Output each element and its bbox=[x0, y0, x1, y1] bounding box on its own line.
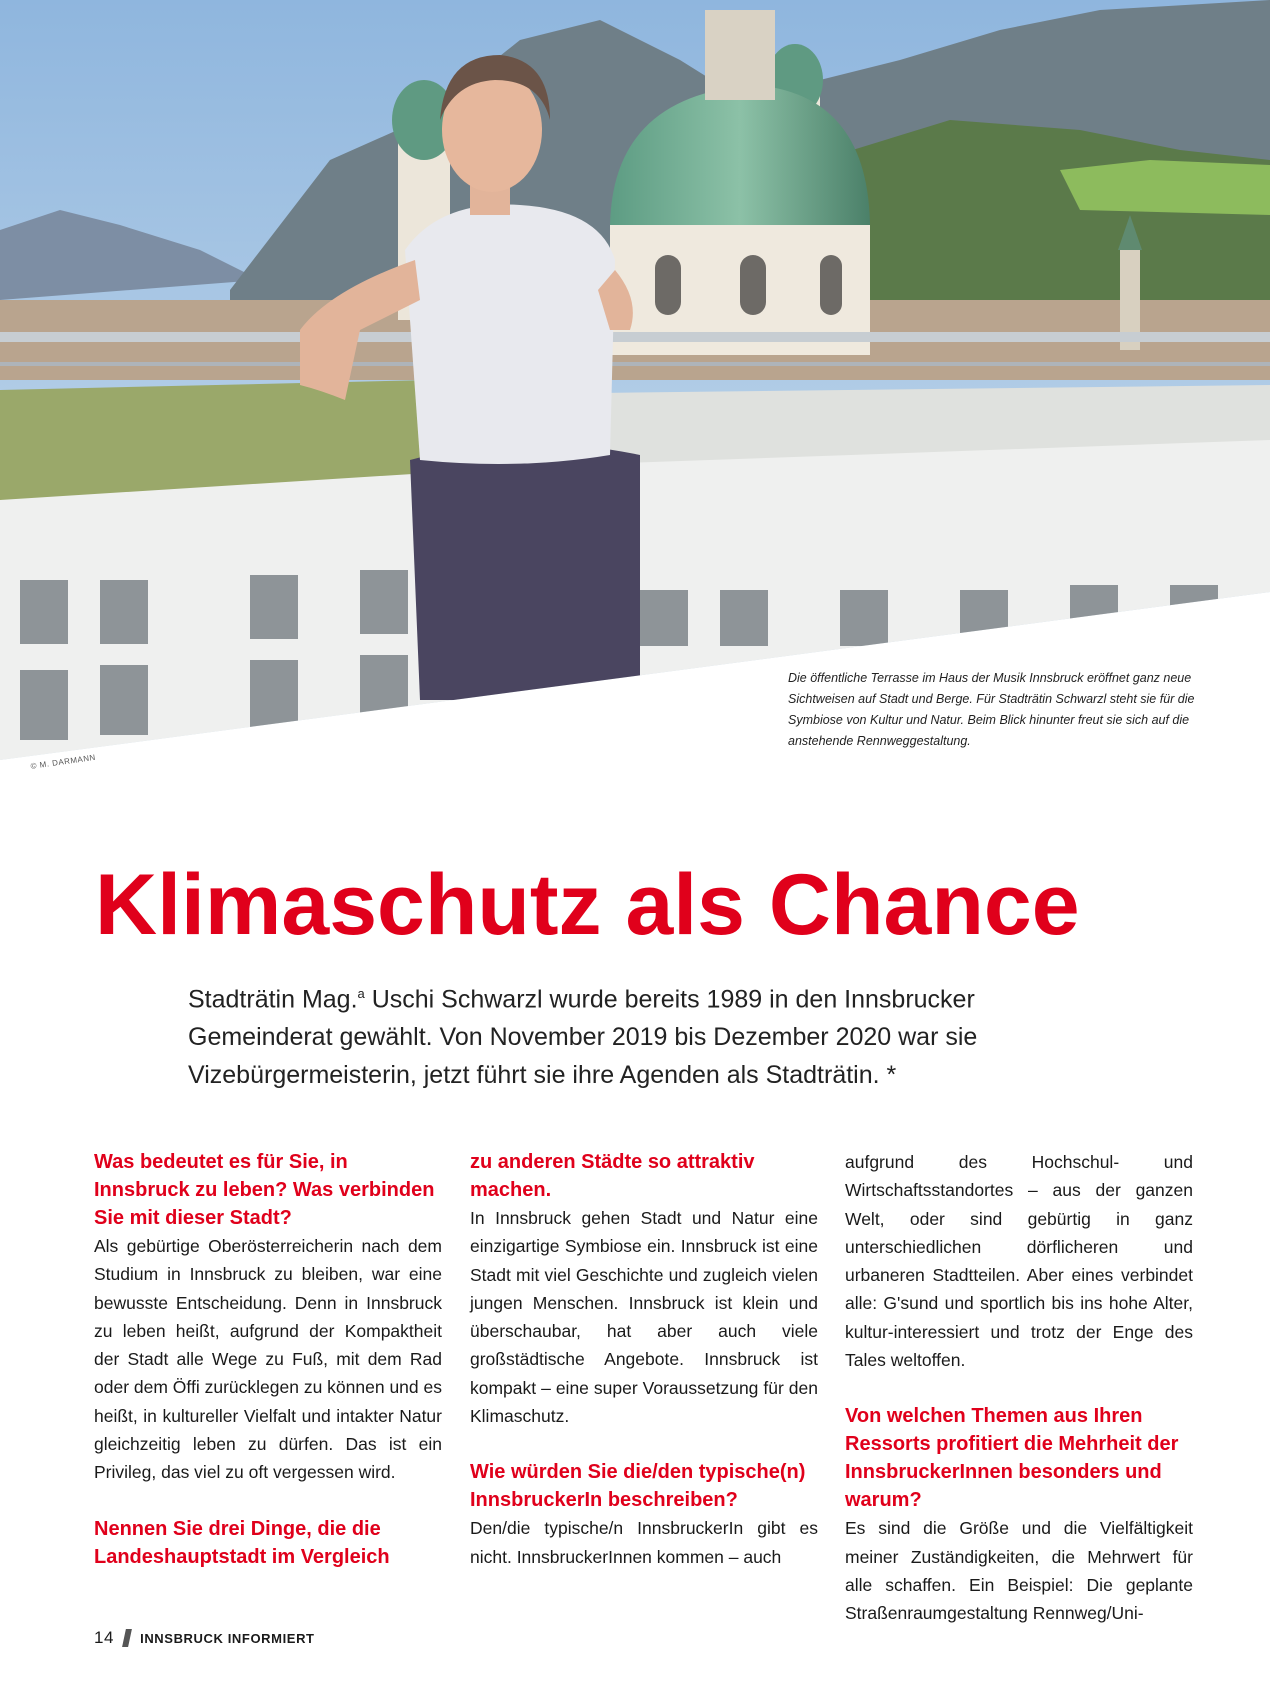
drum-window bbox=[820, 255, 842, 315]
trousers bbox=[410, 444, 640, 700]
lead-text-start: Stadträtin Mag. bbox=[188, 985, 358, 1014]
hero-photo bbox=[0, 0, 1270, 760]
publication-name: INNSBRUCK INFORMIERT bbox=[140, 1630, 315, 1646]
dome-lantern bbox=[705, 10, 775, 100]
drum-window bbox=[655, 255, 681, 315]
lead-superscript: a bbox=[357, 986, 365, 1001]
question-heading: Wie würden Sie die/den typische(n) InnsbruckerIn beschreiben? bbox=[470, 1461, 806, 1512]
answer-paragraph: In Innsbruck gehen Stadt und Natur eine einzigartige Symbiose ein. Innsbruck ist eine Stadt mit viel Geschichte und zugleich vielen jungen Menschen. Innsbruck ist klein und überschaubar, hat aber auch viele großstädtische Angebote. Innsbruck ist kompakt – eine super Voraussetzung für den Klimaschutz. bbox=[470, 1208, 818, 1427]
railing-lower-bar bbox=[0, 362, 1270, 366]
article-lead bbox=[188, 975, 1008, 1094]
text-column-3 bbox=[845, 1148, 1193, 1628]
t-shirt bbox=[405, 205, 615, 464]
answer-paragraph: Als gebürtige Oberösterreicherin nach dem Studium in Innsbruck zu bleiben, war eine bewusste Entscheidung. Denn in Innsbruck zu leben heißt, aufgrund der Kompaktheit der Stadt alle Wege zu Fuß, mit dem Rad oder dem Öffi zurücklegen zu können und es heißt, in kultureller Vielfalt und intakter Natur gleichzeitig leben zu dürfen. Das ist ein Privileg, das viel zu oft vergessen wird. bbox=[94, 1236, 442, 1483]
question-heading: Was bedeutet es für Sie, in Innsbruck zu leben? Was verbinden Sie mit dieser Stadt? bbox=[94, 1151, 435, 1229]
page-number: 14 bbox=[94, 1628, 115, 1647]
meadow bbox=[1060, 160, 1270, 215]
terrace-railing bbox=[0, 332, 1270, 342]
photo-credit: © M. DARMANN bbox=[30, 752, 97, 771]
text-column-1 bbox=[94, 1148, 442, 1571]
question-heading-continued: zu anderen Städte so attraktiv machen. bbox=[470, 1151, 755, 1201]
article-headline: Klimaschutz als Chance bbox=[95, 857, 1080, 953]
answer-paragraph: Es sind die Größe und die Vielfältigkeit meiner Zuständigkeiten, die Mehrwert für alle schaffen. Ein Beispiel: Die geplante Straßenraumgestaltung Rennweg/Uni- bbox=[845, 1518, 1193, 1624]
slash-divider-icon bbox=[122, 1629, 132, 1647]
question-heading: Nennen Sie drei Dinge, die die Landeshauptstadt im Vergleich bbox=[94, 1517, 390, 1568]
drum-window bbox=[740, 255, 766, 315]
text-column-2 bbox=[470, 1148, 818, 1571]
photo-caption: Die öffentliche Terrasse im Haus der Musik Innsbruck eröffnet ganz neue Sichtweisen auf Stadt und Berge. Für Stadträtin Schwarzl steht sie für die Symbiose von Kultur und Natur. Beim Blick hinunter freut sie sich auf die anstehende Rennweggestaltung. bbox=[788, 671, 1195, 748]
hero-photo-illustration bbox=[0, 0, 1270, 760]
answer-paragraph-continued: aufgrund des Hochschul- und Wirtschaftsstandortes – aus der ganzen Welt, oder sind gebürtig in ganz unterschiedlichen dörflicheren und urbaneren Stadtteilen. Aber eines verbindet alle: G'sund und sportlich bis ins hohe Alter, kultur-interessiert und trotz der Enge des Tales weltoffen. bbox=[845, 1152, 1193, 1371]
question-heading: Von welchen Themen aus Ihren Ressorts profitiert die Mehrheit der InnsbruckerInnen besonders und warum? bbox=[845, 1405, 1179, 1512]
answer-paragraph: Den/die typische/n InnsbruckerIn gibt es nicht. InnsbruckerInnen kommen – auch bbox=[470, 1518, 818, 1567]
lead-text-rest: Uschi Schwarzl wurde bereits 1989 in den Innsbrucker Gemeinderat gewählt. Von November 2019 bis Dezember 2020 war sie Vizebürgermeisterin, jetzt führt sie ihre Agenden als Stadträtin. * bbox=[188, 985, 978, 1090]
page-footer bbox=[94, 1628, 315, 1648]
